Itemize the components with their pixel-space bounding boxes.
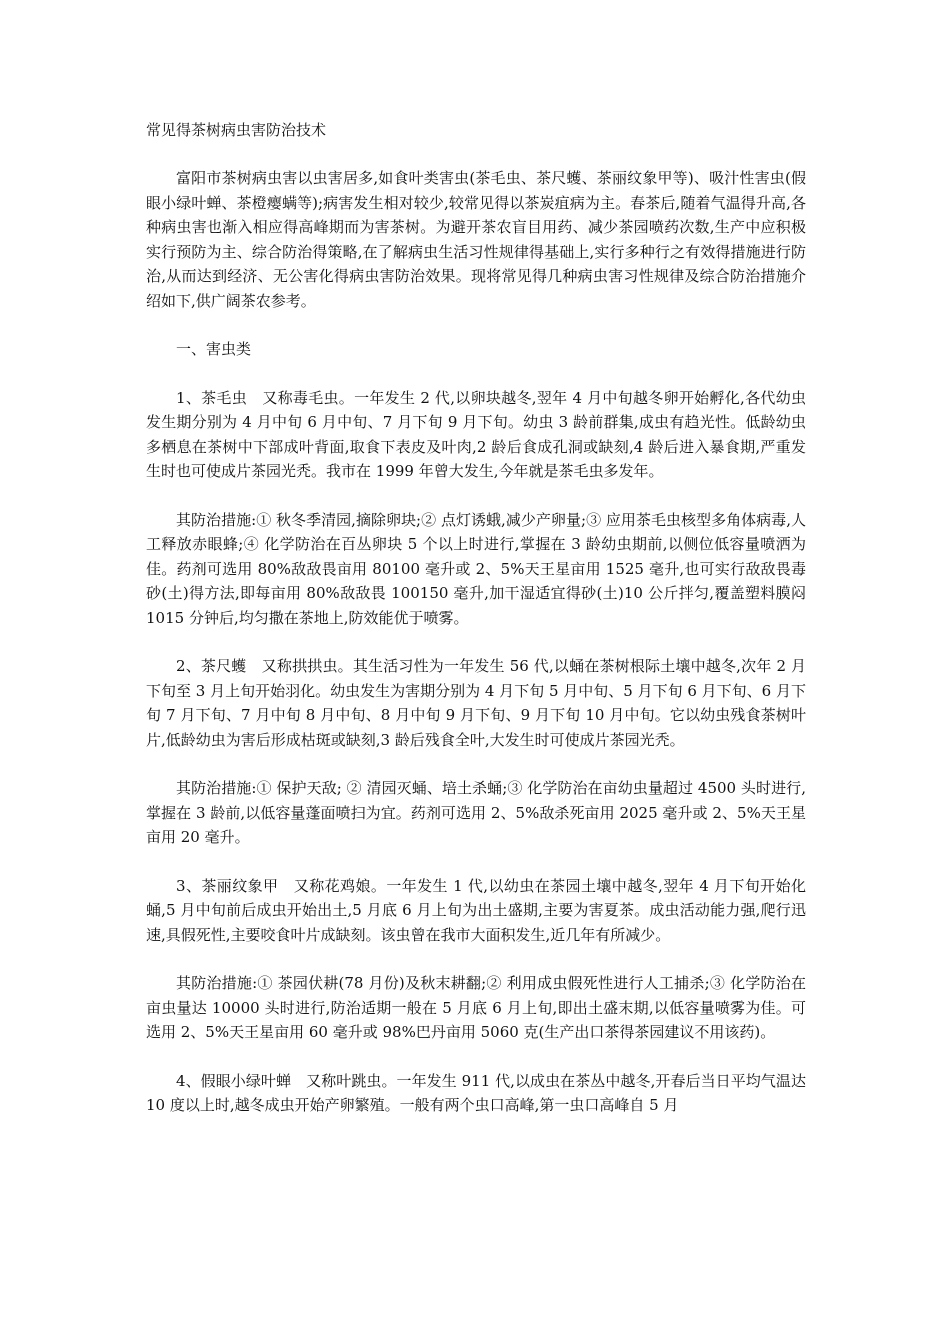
document-page bbox=[146, 118, 806, 1142]
intro-paragraph: 富阳市茶树病虫害以虫害居多,如食叶类害虫(茶毛虫、茶尺蠖、茶丽纹象甲等)、吸汁性害虫(假眼小绿叶蝉、茶橙瘿螨等);病害发生相对较少,较常见得以茶炭疽病为主。春茶后,随着气温得升高,各种病虫害也渐入相应得高峰期而为害茶树。为避开茶农盲目用药、减少茶园喷药次数,生产中应积极实行预防为主、综合防治得策略,在了解病虫生活习性规律得基础上,实行多种行之有效得措施进行防治,从而达到经济、无公害化得病虫害防治效果。现将常见得几种病虫害习性规律及综合防治措施介绍如下,供广阔茶农参考。 bbox=[146, 169, 806, 310]
pest-tea-caterpillar: 1、茶毛虫 又称毒毛虫。一年发生 2 代,以卵块越冬,翌年 4 月中旬越冬卵开始孵化,各代幼虫发生期分别为 4 月中旬 6 月中旬、7 月下旬 9 月下旬。幼虫 3 龄前群集,成虫有趋光性。低龄幼虫多栖息在茶树中下部成叶背面,取食下表皮及叶肉,2 龄后食成孔洞或缺刻,4 龄后进入暴食期,严重发生时也可使成片茶园光秃。我市在 1999 年曾大发生,今年就是茶毛虫多发年。 bbox=[146, 388, 806, 480]
section-heading-pests: 一、害虫类 bbox=[176, 340, 252, 358]
pest-tea-caterpillar-control: 其防治措施:① 秋冬季清园,摘除卵块;② 点灯诱蛾,减少产卵量;③ 应用茶毛虫核型多角体病毒,人工释放赤眼蜂;④ 化学防治在百丛卵块 5 个以上时进行,掌握在 3 龄幼虫期前,以侧位低容量喷洒为佳。药剂可选用 80%敌敌畏亩用 80100 毫升或 2、5%天王星亩用 1525 毫升,也可实行敌敌畏毒砂(土)得方法,即每亩用 80%敌敌畏 100150 毫升,加干湿适宜得砂(土)10 公斤拌匀,覆盖塑料膜闷 1015 分钟后,均匀撒在茶地上,防效能优于喷雾。 bbox=[146, 510, 806, 627]
pest-leafhopper: 4、假眼小绿叶蝉 又称叶跳虫。一年发生 911 代,以成虫在茶丛中越冬,开春后当日平均气温达 10 度以上时,越冬成虫开始产卵繁殖。一般有两个虫口高峰,第一虫口高峰自 5 月 bbox=[146, 1071, 806, 1114]
pest-tea-geometrid-control: 其防治措施:① 保护天敌; ② 清园灭蛹、培土杀蛹;③ 化学防治在亩幼虫量超过 4500 头时进行,掌握在 3 龄前,以低容量蓬面喷扫为宜。药剂可选用 2、5%敌杀死亩用 2025 毫升或 2、5%天王星亩用 20 毫升。 bbox=[146, 779, 806, 846]
pest-tea-weevil: 3、茶丽纹象甲 又称花鸡娘。一年发生 1 代,以幼虫在茶园土壤中越冬,翌年 4 月下旬开始化蛹,5 月中旬前后成虫开始出土,5 月底 6 月上旬为出土盛期,主要为害夏茶。成虫活动能力强,爬行迅速,具假死性,主要咬食叶片成缺刻。该虫曾在我市大面积发生,近几年有所减少。 bbox=[146, 876, 806, 944]
pest-tea-weevil-control: 其防治措施:① 茶园伏耕(78 月份)及秋末耕翻;② 利用成虫假死性进行人工捕杀;③ 化学防治在亩虫量达 10000 头时进行,防治适期一般在 5 月底 6 月上旬,即出土盛末期,以低容量喷雾为佳。可选用 2、5%天王星亩用 60 毫升或 98%巴丹亩用 5060 克(生产出口茶得茶园建议不用该药)。 bbox=[146, 974, 806, 1041]
document-title: 常见得茶树病虫害防治技术 bbox=[146, 121, 327, 139]
pest-tea-geometrid: 2、茶尺蠖 又称拱拱虫。其生活习性为一年发生 56 代,以蛹在茶树根际土壤中越冬,次年 2 月下旬至 3 月上旬开始羽化。幼虫发生为害期分别为 4 月下旬 5 月中旬、5 月下旬 6 月下旬、6 月下旬 7 月下旬、7 月中旬 8 月中旬、8 月中旬 9 月下旬、9 月下旬 10 月中旬。它以幼虫残食茶树叶片,低龄幼虫为害后形成枯斑或缺刻,3 龄后残食全叶,大发生时可使成片茶园光秃。 bbox=[146, 657, 806, 749]
